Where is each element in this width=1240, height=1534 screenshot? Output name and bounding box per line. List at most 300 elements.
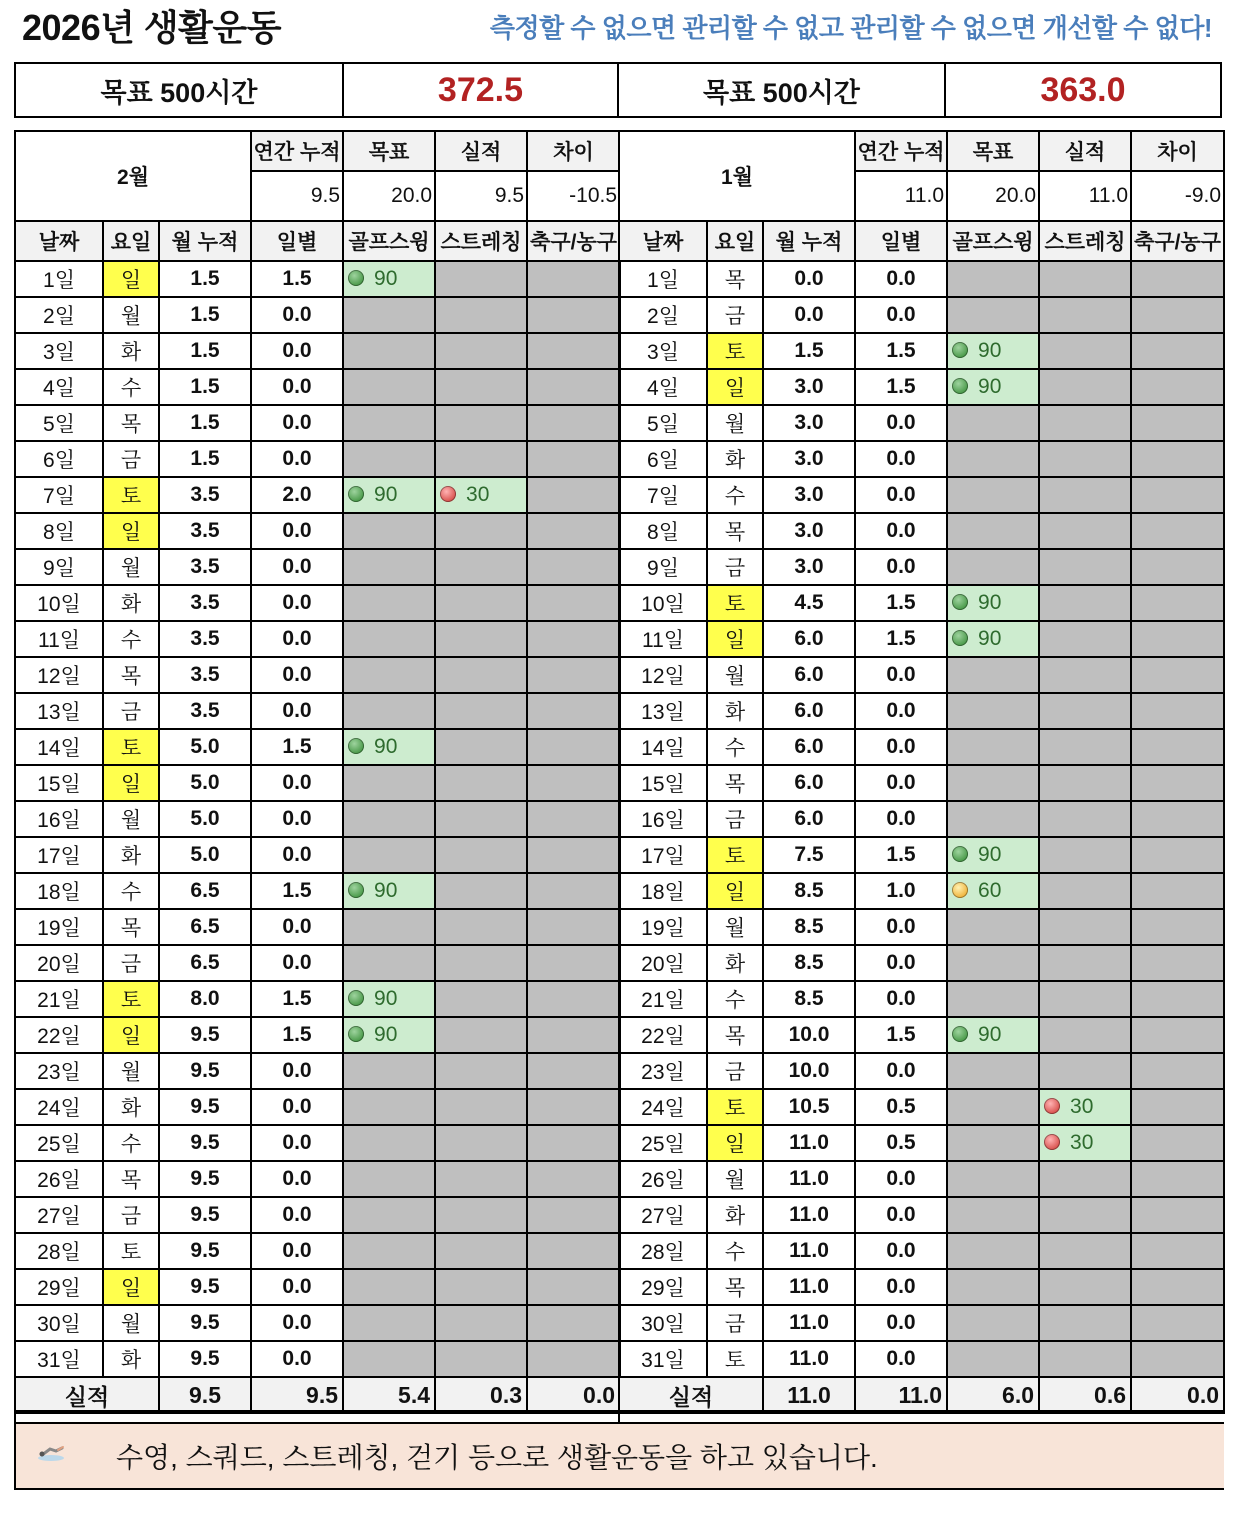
date-cell: 1일	[15, 261, 103, 297]
ball-empty-cell[interactable]	[1131, 405, 1224, 441]
totals-label: 실적	[15, 1377, 159, 1413]
stretch-empty-cell[interactable]	[1039, 657, 1131, 693]
table-row	[15, 585, 620, 621]
table-row	[619, 333, 1224, 369]
ball-empty-cell[interactable]	[1131, 873, 1224, 909]
golf-activity-cell[interactable]	[947, 585, 1039, 621]
table-row	[619, 441, 1224, 477]
stretch-empty-cell[interactable]	[1039, 909, 1131, 945]
golf-empty-cell[interactable]	[343, 909, 435, 945]
table-row	[619, 621, 1224, 657]
date-cell: 3일	[619, 333, 707, 369]
weekday-cell: 월	[103, 549, 159, 585]
stretch-empty-cell[interactable]	[435, 1161, 527, 1197]
golf-empty-cell[interactable]	[947, 1233, 1039, 1269]
table-row	[15, 1197, 620, 1233]
ball-empty-cell[interactable]	[527, 621, 620, 657]
golf-empty-cell[interactable]	[947, 1089, 1039, 1125]
month-cum-cell: 11.0	[763, 1305, 855, 1341]
month-cum-cell: 9.5	[159, 1305, 251, 1341]
column-header-daily: 일별	[251, 221, 343, 261]
daily-cell: 0.0	[855, 1269, 947, 1305]
month-cum-cell: 10.0	[763, 1053, 855, 1089]
ball-empty-cell[interactable]	[1131, 549, 1224, 585]
stretch-empty-cell[interactable]	[1039, 369, 1131, 405]
stretch-empty-cell[interactable]	[1039, 333, 1131, 369]
weekday-cell: 토	[103, 477, 159, 513]
ball-empty-cell[interactable]	[527, 801, 620, 837]
table-row	[619, 1089, 1224, 1125]
golf-minutes: 90	[978, 591, 1002, 614]
ball-empty-cell[interactable]	[527, 873, 620, 909]
daily-cell: 0.0	[251, 1089, 343, 1125]
ball-empty-cell[interactable]	[1131, 369, 1224, 405]
daily-cell: 0.0	[251, 1269, 343, 1305]
golf-empty-cell[interactable]	[343, 837, 435, 873]
ball-empty-cell[interactable]	[527, 297, 620, 333]
golf-empty-cell[interactable]	[947, 945, 1039, 981]
ball-empty-cell[interactable]	[1131, 1125, 1224, 1161]
golf-empty-cell[interactable]	[343, 1161, 435, 1197]
golf-empty-cell[interactable]	[947, 765, 1039, 801]
stretch-empty-cell[interactable]	[1039, 549, 1131, 585]
golf-activity-cell[interactable]	[947, 621, 1039, 657]
total-stretch: 0.6	[1039, 1377, 1131, 1413]
month-cum-cell: 3.0	[763, 549, 855, 585]
green-status-dot-icon	[952, 846, 968, 862]
golf-activity-cell[interactable]	[343, 477, 435, 513]
stretch-empty-cell[interactable]	[435, 405, 527, 441]
ball-empty-cell[interactable]	[527, 549, 620, 585]
golf-empty-cell[interactable]	[343, 1269, 435, 1305]
stretch-empty-cell[interactable]	[1039, 1269, 1131, 1305]
daily-cell: 0.5	[855, 1125, 947, 1161]
ball-empty-cell[interactable]	[1131, 1017, 1224, 1053]
date-cell: 15일	[619, 765, 707, 801]
month-cum-cell: 3.5	[159, 513, 251, 549]
golf-activity-cell[interactable]	[343, 981, 435, 1017]
weekday-cell: 일	[707, 1125, 763, 1161]
totals-label: 실적	[619, 1377, 763, 1413]
summary-header-target: 목표	[343, 131, 435, 171]
weekday-cell: 금	[707, 549, 763, 585]
daily-cell: 0.0	[855, 909, 947, 945]
golf-activity-cell[interactable]	[343, 1017, 435, 1053]
ball-empty-cell[interactable]	[527, 1269, 620, 1305]
date-cell: 5일	[619, 405, 707, 441]
weekday-cell: 화	[103, 1089, 159, 1125]
golf-activity-cell[interactable]	[947, 1017, 1039, 1053]
total-month-cum: 9.5	[159, 1377, 251, 1413]
table-row	[15, 729, 620, 765]
stretch-empty-cell[interactable]	[435, 729, 527, 765]
golf-empty-cell[interactable]	[947, 1161, 1039, 1197]
stretch-empty-cell[interactable]	[435, 369, 527, 405]
golf-empty-cell[interactable]	[947, 729, 1039, 765]
stretch-empty-cell[interactable]	[435, 1197, 527, 1233]
table-row	[619, 1305, 1224, 1341]
summary-header-diff: 차이	[527, 131, 620, 171]
stretch-empty-cell[interactable]	[435, 1125, 527, 1161]
stretch-empty-cell[interactable]	[1039, 261, 1131, 297]
table-row	[15, 549, 620, 585]
stretch-empty-cell[interactable]	[435, 657, 527, 693]
golf-empty-cell[interactable]	[947, 1053, 1039, 1089]
weekday-cell: 일	[103, 261, 159, 297]
weekday-cell: 토	[707, 333, 763, 369]
daily-cell: 0.0	[251, 1233, 343, 1269]
stretch-activity-cell[interactable]	[1039, 1089, 1131, 1125]
daily-cell: 0.0	[251, 945, 343, 981]
red-status-dot-icon	[1044, 1134, 1060, 1150]
weekday-cell: 수	[103, 621, 159, 657]
golf-empty-cell[interactable]	[947, 1305, 1039, 1341]
golf-empty-cell[interactable]	[343, 297, 435, 333]
stretch-empty-cell[interactable]	[1039, 1017, 1131, 1053]
golf-empty-cell[interactable]	[343, 801, 435, 837]
ball-empty-cell[interactable]	[1131, 693, 1224, 729]
ball-empty-cell[interactable]	[1131, 909, 1224, 945]
month-cum-cell: 3.0	[763, 369, 855, 405]
stretch-empty-cell[interactable]	[1039, 1053, 1131, 1089]
golf-activity-cell[interactable]	[343, 873, 435, 909]
ball-empty-cell[interactable]	[527, 1053, 620, 1089]
stretch-empty-cell[interactable]	[435, 1017, 527, 1053]
stretch-empty-cell[interactable]	[435, 585, 527, 621]
golf-activity-cell[interactable]	[947, 333, 1039, 369]
ball-empty-cell[interactable]	[1131, 621, 1224, 657]
date-cell: 8일	[619, 513, 707, 549]
month-cum-cell: 11.0	[763, 1125, 855, 1161]
golf-empty-cell[interactable]	[343, 1089, 435, 1125]
ball-empty-cell[interactable]	[527, 1233, 620, 1269]
ball-empty-cell[interactable]	[527, 477, 620, 513]
date-cell: 29일	[619, 1269, 707, 1305]
ball-empty-cell[interactable]	[1131, 1089, 1224, 1125]
ball-empty-cell[interactable]	[1131, 1269, 1224, 1305]
ball-empty-cell[interactable]	[527, 1089, 620, 1125]
stretch-empty-cell[interactable]	[435, 621, 527, 657]
ball-empty-cell[interactable]	[1131, 801, 1224, 837]
ball-empty-cell[interactable]	[1131, 333, 1224, 369]
column-header-ball: 축구/농구	[527, 221, 620, 261]
weekday-cell: 목	[103, 909, 159, 945]
stretch-empty-cell[interactable]	[435, 909, 527, 945]
month-cum-cell: 9.5	[159, 1017, 251, 1053]
ball-empty-cell[interactable]	[527, 1197, 620, 1233]
month-cum-cell: 8.5	[763, 873, 855, 909]
total-daily: 9.5	[251, 1377, 343, 1413]
stretch-empty-cell[interactable]	[435, 1089, 527, 1125]
ball-empty-cell[interactable]	[527, 945, 620, 981]
total-month-cum: 11.0	[763, 1377, 855, 1413]
stretch-empty-cell[interactable]	[435, 801, 527, 837]
date-cell: 29일	[15, 1269, 103, 1305]
table-row	[619, 1269, 1224, 1305]
weekday-cell: 월	[103, 801, 159, 837]
golf-empty-cell[interactable]	[343, 369, 435, 405]
column-header-date: 날짜	[619, 221, 707, 261]
ball-empty-cell[interactable]	[1131, 765, 1224, 801]
table-row	[619, 261, 1224, 297]
golf-empty-cell[interactable]	[947, 513, 1039, 549]
month-cum-cell: 10.5	[763, 1089, 855, 1125]
stretch-empty-cell[interactable]	[435, 333, 527, 369]
ball-empty-cell[interactable]	[527, 261, 620, 297]
daily-cell: 0.0	[855, 729, 947, 765]
golf-empty-cell[interactable]	[343, 765, 435, 801]
ball-empty-cell[interactable]	[1131, 513, 1224, 549]
golf-activity-cell[interactable]	[947, 837, 1039, 873]
golf-empty-cell[interactable]	[343, 657, 435, 693]
daily-cell: 0.0	[251, 1305, 343, 1341]
ball-empty-cell[interactable]	[1131, 1305, 1224, 1341]
daily-cell: 0.0	[855, 1161, 947, 1197]
stretch-empty-cell[interactable]	[435, 1233, 527, 1269]
golf-empty-cell[interactable]	[947, 549, 1039, 585]
golf-empty-cell[interactable]	[343, 945, 435, 981]
ball-empty-cell[interactable]	[527, 441, 620, 477]
stretch-empty-cell[interactable]	[1039, 621, 1131, 657]
weekday-cell: 수	[103, 369, 159, 405]
golf-activity-cell[interactable]	[343, 261, 435, 297]
ball-empty-cell[interactable]	[527, 1017, 620, 1053]
ball-empty-cell[interactable]	[527, 837, 620, 873]
ball-empty-cell[interactable]	[527, 729, 620, 765]
date-cell: 25일	[15, 1125, 103, 1161]
ball-empty-cell[interactable]	[527, 981, 620, 1017]
stretch-empty-cell[interactable]	[435, 765, 527, 801]
golf-empty-cell[interactable]	[343, 549, 435, 585]
daily-cell: 0.0	[855, 477, 947, 513]
golf-empty-cell[interactable]	[343, 441, 435, 477]
golf-empty-cell[interactable]	[343, 1053, 435, 1089]
month-cum-cell: 6.0	[763, 621, 855, 657]
golf-empty-cell[interactable]	[947, 441, 1039, 477]
ball-empty-cell[interactable]	[1131, 1233, 1224, 1269]
green-status-dot-icon	[348, 738, 364, 754]
golf-empty-cell[interactable]	[343, 693, 435, 729]
weekday-cell: 화	[707, 693, 763, 729]
golf-empty-cell[interactable]	[947, 909, 1039, 945]
table-row	[15, 657, 620, 693]
stretch-empty-cell[interactable]	[1039, 693, 1131, 729]
stretch-empty-cell[interactable]	[435, 837, 527, 873]
ball-empty-cell[interactable]	[527, 513, 620, 549]
stretch-empty-cell[interactable]	[435, 1341, 527, 1377]
stretch-empty-cell[interactable]	[1039, 729, 1131, 765]
ball-empty-cell[interactable]	[527, 585, 620, 621]
stretch-empty-cell[interactable]	[435, 945, 527, 981]
ball-empty-cell[interactable]	[527, 1125, 620, 1161]
month-cum-cell: 6.5	[159, 909, 251, 945]
golf-empty-cell[interactable]	[343, 333, 435, 369]
daily-cell: 0.0	[855, 801, 947, 837]
stretch-empty-cell[interactable]	[1039, 477, 1131, 513]
green-status-dot-icon	[348, 990, 364, 1006]
summary-header-annual_cum: 연간 누적	[855, 131, 947, 171]
stretch-activity-cell[interactable]	[435, 477, 527, 513]
weekday-cell: 화	[103, 585, 159, 621]
golf-empty-cell[interactable]	[947, 657, 1039, 693]
golf-empty-cell[interactable]	[343, 1305, 435, 1341]
daily-cell: 0.0	[251, 657, 343, 693]
stretch-empty-cell[interactable]	[1039, 297, 1131, 333]
stretch-empty-cell[interactable]	[435, 441, 527, 477]
daily-cell: 0.0	[251, 693, 343, 729]
stretch-empty-cell[interactable]	[1039, 441, 1131, 477]
table-row	[15, 801, 620, 837]
stretch-empty-cell[interactable]	[1039, 405, 1131, 441]
stretch-empty-cell[interactable]	[1039, 1233, 1131, 1269]
golf-empty-cell[interactable]	[947, 261, 1039, 297]
stretch-empty-cell[interactable]	[1039, 585, 1131, 621]
date-cell: 24일	[15, 1089, 103, 1125]
ball-empty-cell[interactable]	[527, 1341, 620, 1377]
stretch-empty-cell[interactable]	[1039, 945, 1131, 981]
golf-minutes: 90	[978, 627, 1002, 650]
stretch-empty-cell[interactable]	[435, 981, 527, 1017]
weekday-cell: 금	[103, 693, 159, 729]
ball-empty-cell[interactable]	[527, 765, 620, 801]
stretch-empty-cell[interactable]	[1039, 1161, 1131, 1197]
stretch-empty-cell[interactable]	[435, 1269, 527, 1305]
ball-empty-cell[interactable]	[1131, 981, 1224, 1017]
daily-cell: 0.0	[251, 513, 343, 549]
column-header-golf: 골프스윙	[947, 221, 1039, 261]
golf-empty-cell[interactable]	[343, 1125, 435, 1161]
golf-minutes: 90	[374, 1023, 398, 1046]
total-stretch: 0.3	[435, 1377, 527, 1413]
golf-empty-cell[interactable]	[343, 621, 435, 657]
date-cell: 31일	[619, 1341, 707, 1377]
ball-empty-cell[interactable]	[527, 1161, 620, 1197]
ball-empty-cell[interactable]	[1131, 477, 1224, 513]
stretch-activity-cell[interactable]	[1039, 1125, 1131, 1161]
stretch-empty-cell[interactable]	[1039, 837, 1131, 873]
stretch-empty-cell[interactable]	[1039, 1305, 1131, 1341]
ball-empty-cell[interactable]	[1131, 837, 1224, 873]
golf-empty-cell[interactable]	[947, 801, 1039, 837]
stretch-empty-cell[interactable]	[435, 261, 527, 297]
table-row	[15, 981, 620, 1017]
column-header-golf: 골프스윙	[343, 221, 435, 261]
table-row	[619, 981, 1224, 1017]
golf-empty-cell[interactable]	[947, 693, 1039, 729]
stretch-empty-cell[interactable]	[1039, 981, 1131, 1017]
stretch-empty-cell[interactable]	[1039, 1197, 1131, 1233]
column-header-daily: 일별	[855, 221, 947, 261]
golf-minutes: 90	[978, 1023, 1002, 1046]
date-cell: 22일	[15, 1017, 103, 1053]
month-cum-cell: 0.0	[763, 297, 855, 333]
stretch-empty-cell[interactable]	[1039, 801, 1131, 837]
stretch-empty-cell[interactable]	[435, 513, 527, 549]
ball-empty-cell[interactable]	[1131, 261, 1224, 297]
golf-empty-cell[interactable]	[343, 513, 435, 549]
month-cum-cell: 0.0	[763, 261, 855, 297]
golf-empty-cell[interactable]	[947, 1197, 1039, 1233]
stretch-empty-cell[interactable]	[435, 549, 527, 585]
daily-cell: 0.0	[855, 441, 947, 477]
ball-empty-cell[interactable]	[527, 1305, 620, 1341]
ball-empty-cell[interactable]	[527, 333, 620, 369]
table-row	[15, 297, 620, 333]
golf-empty-cell[interactable]	[947, 981, 1039, 1017]
stretch-empty-cell[interactable]	[435, 1305, 527, 1341]
golf-activity-cell[interactable]	[343, 729, 435, 765]
stretch-empty-cell[interactable]	[1039, 513, 1131, 549]
ball-empty-cell[interactable]	[527, 657, 620, 693]
golf-empty-cell[interactable]	[947, 477, 1039, 513]
golf-activity-cell[interactable]	[947, 369, 1039, 405]
ball-empty-cell[interactable]	[1131, 297, 1224, 333]
ball-empty-cell[interactable]	[527, 405, 620, 441]
ball-empty-cell[interactable]	[1131, 585, 1224, 621]
golf-empty-cell[interactable]	[343, 405, 435, 441]
green-status-dot-icon	[348, 1026, 364, 1042]
date-cell: 13일	[15, 693, 103, 729]
stretch-empty-cell[interactable]	[1039, 1341, 1131, 1377]
ball-empty-cell[interactable]	[527, 369, 620, 405]
weekday-cell: 화	[707, 1197, 763, 1233]
golf-empty-cell[interactable]	[947, 405, 1039, 441]
ball-empty-cell[interactable]	[1131, 1197, 1224, 1233]
weekday-cell: 화	[707, 441, 763, 477]
weekday-cell: 토	[707, 837, 763, 873]
golf-empty-cell[interactable]	[947, 1341, 1039, 1377]
golf-empty-cell[interactable]	[343, 1233, 435, 1269]
table-row	[15, 261, 620, 297]
table-row	[619, 369, 1224, 405]
ball-empty-cell[interactable]	[1131, 1053, 1224, 1089]
table-row	[619, 297, 1224, 333]
date-cell: 25일	[619, 1125, 707, 1161]
stretch-empty-cell[interactable]	[435, 693, 527, 729]
ball-empty-cell[interactable]	[1131, 441, 1224, 477]
daily-cell: 0.0	[855, 1053, 947, 1089]
weekday-cell: 목	[707, 1017, 763, 1053]
golf-activity-cell[interactable]	[947, 873, 1039, 909]
golf-empty-cell[interactable]	[343, 585, 435, 621]
ball-empty-cell[interactable]	[527, 693, 620, 729]
ball-empty-cell[interactable]	[527, 909, 620, 945]
stretch-empty-cell[interactable]	[1039, 765, 1131, 801]
ball-empty-cell[interactable]	[1131, 1161, 1224, 1197]
golf-empty-cell[interactable]	[947, 1125, 1039, 1161]
golf-empty-cell[interactable]	[343, 1197, 435, 1233]
month-cum-cell: 1.5	[159, 297, 251, 333]
stretch-empty-cell[interactable]	[435, 297, 527, 333]
month-cum-cell: 5.0	[159, 765, 251, 801]
ball-empty-cell[interactable]	[1131, 729, 1224, 765]
ball-empty-cell[interactable]	[1131, 1341, 1224, 1377]
stretch-empty-cell[interactable]	[1039, 873, 1131, 909]
stretch-empty-cell[interactable]	[435, 873, 527, 909]
golf-empty-cell[interactable]	[947, 297, 1039, 333]
stretch-empty-cell[interactable]	[435, 1053, 527, 1089]
daily-cell: 2.0	[251, 477, 343, 513]
golf-minutes: 90	[374, 267, 398, 290]
date-cell: 11일	[619, 621, 707, 657]
ball-empty-cell[interactable]	[1131, 945, 1224, 981]
golf-empty-cell[interactable]	[947, 1269, 1039, 1305]
golf-empty-cell[interactable]	[343, 1341, 435, 1377]
daily-cell: 0.0	[855, 261, 947, 297]
summary-goal-label-feb: 목표 500시간	[16, 64, 344, 116]
table-row	[15, 765, 620, 801]
ball-empty-cell[interactable]	[1131, 657, 1224, 693]
